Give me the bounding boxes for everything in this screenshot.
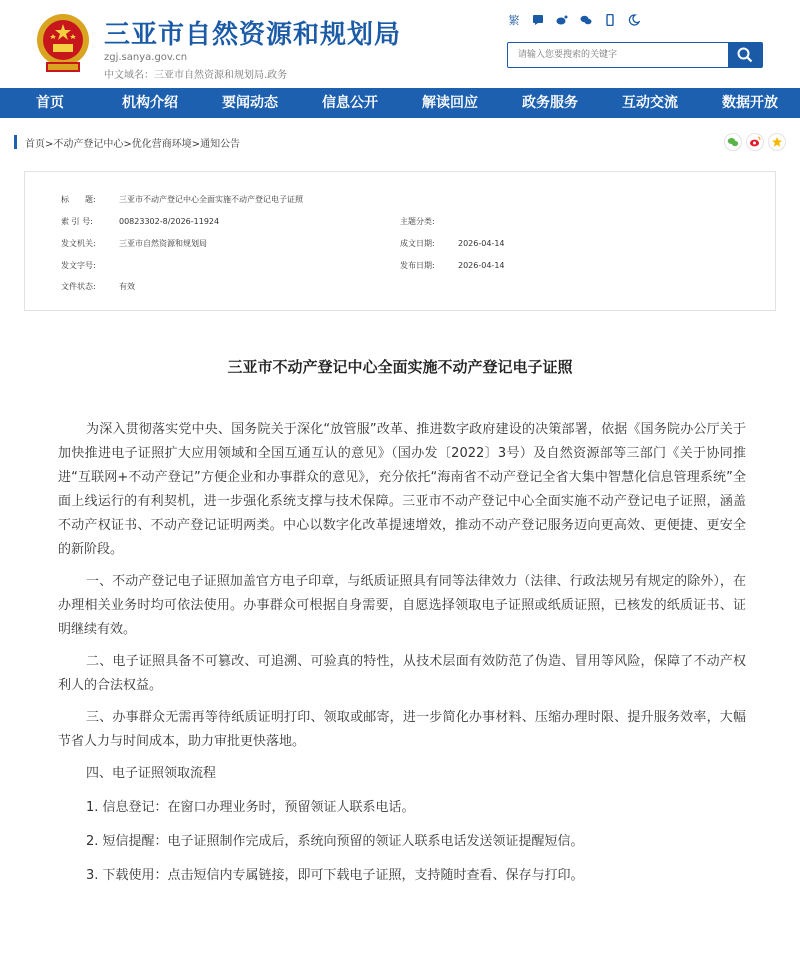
article-step: 2. 短信提醒：电子证照制作完成后，系统向预留的领证人联系电话发送领证提醒短信。 bbox=[86, 834, 584, 849]
meta-index-row bbox=[61, 216, 219, 227]
breadcrumb-marker bbox=[14, 135, 17, 149]
search-input[interactable] bbox=[508, 43, 728, 67]
message-icon[interactable] bbox=[531, 14, 545, 28]
care-mode-icon[interactable] bbox=[627, 14, 641, 28]
search-icon bbox=[737, 47, 753, 63]
meta-doc-no-row bbox=[61, 260, 119, 271]
article-body bbox=[58, 418, 746, 898]
site-cn-domain: 中文域名：三亚市自然资源和规划局.政务 bbox=[104, 70, 288, 81]
share-weibo-icon[interactable] bbox=[746, 133, 764, 151]
site-domain: zgj.sanya.gov.cn bbox=[104, 52, 188, 63]
breadcrumb[interactable]: 首页>不动产登记中心>优化营商环境>通知公告 bbox=[25, 139, 241, 150]
share-bar bbox=[724, 133, 786, 151]
meta-topic-row bbox=[400, 216, 458, 227]
national-emblem-icon bbox=[34, 12, 92, 74]
article-paragraph: 三、办事群众无需再等待纸质证明打印、领取或邮寄，进一步简化办事材料、压缩办理时限、提升服务效率，大幅节省人力与时间成本，助力审批更快落地。 bbox=[58, 710, 746, 749]
nav-news[interactable]: 要闻动态 bbox=[222, 95, 278, 111]
meta-title-row bbox=[61, 194, 303, 205]
share-wechat-icon[interactable] bbox=[724, 133, 742, 151]
meta-doc-no-label: 发文字号: bbox=[61, 261, 96, 270]
article-step: 1. 信息登记：在窗口办理业务时，预留领证人联系电话。 bbox=[86, 800, 415, 815]
meta-date-made-row bbox=[400, 238, 505, 249]
meta-pub-date-label: 发布日期: bbox=[400, 261, 435, 270]
document-metadata bbox=[24, 171, 776, 311]
meta-status-row bbox=[61, 281, 135, 292]
traditional-chinese-link[interactable]: 繁 bbox=[508, 14, 520, 27]
meta-org-label: 发文机关: bbox=[61, 239, 96, 248]
nav-open-data[interactable]: 数据开放 bbox=[722, 95, 778, 111]
breadcrumb-row bbox=[0, 131, 800, 153]
mobile-icon[interactable] bbox=[603, 14, 617, 28]
nav-gov-services[interactable]: 政务服务 bbox=[522, 95, 578, 111]
search-button[interactable] bbox=[728, 43, 762, 67]
article-section-heading: 四、电子证照领取流程 bbox=[86, 766, 217, 781]
meta-pub-date-value: 2026-04-14 bbox=[458, 261, 505, 270]
header-tools bbox=[507, 14, 641, 28]
nav-home[interactable]: 首页 bbox=[36, 95, 64, 111]
weibo-icon[interactable] bbox=[555, 14, 569, 28]
nav-interaction[interactable]: 互动交流 bbox=[622, 95, 678, 111]
meta-date-made-label: 成文日期: bbox=[400, 239, 435, 248]
share-qzone-icon[interactable] bbox=[768, 133, 786, 151]
nav-interpretation[interactable]: 解读回应 bbox=[422, 95, 478, 111]
article-paragraph: 二、电子证照具备不可篡改、可追溯、可验真的特性，从技术层面有效防范了伪造、冒用等风险，保障了不动产权利人的合法权益。 bbox=[58, 654, 746, 693]
meta-org-row bbox=[61, 238, 207, 249]
article-title: 三亚市不动产登记中心全面实施不动产登记电子证照 bbox=[227, 358, 573, 376]
site-title[interactable]: 三亚市自然资源和规划局 bbox=[104, 20, 402, 50]
site-header bbox=[0, 0, 800, 88]
meta-topic-label: 主题分类: bbox=[400, 217, 435, 226]
meta-title-value: 三亚市不动产登记中心全面实施不动产登记电子证照 bbox=[119, 195, 303, 204]
meta-date-made-value: 2026-04-14 bbox=[458, 239, 505, 248]
meta-index-value: 00823302-8/2026-11924 bbox=[119, 217, 220, 226]
wechat-icon[interactable] bbox=[579, 14, 593, 28]
meta-title-label: 标 题: bbox=[61, 195, 96, 204]
meta-index-label: 索 引 号: bbox=[61, 217, 93, 226]
meta-org-value: 三亚市自然资源和规划局 bbox=[119, 239, 207, 248]
article-step: 3. 下载使用：点击短信内专属链接，即可下载电子证照，支持随时查看、保存与打印。 bbox=[86, 868, 584, 883]
article-paragraph: 一、不动产登记电子证照加盖官方电子印章，与纸质证照具有同等法律效力（法律、行政法规另有规定的除外），在办理相关业务时均可依法使用。办事群众可根据自身需要，自愿选择领取电子证照或纸质证照，已核发的纸质证书、证明继续有效。 bbox=[58, 574, 746, 637]
nav-org-intro[interactable]: 机构介绍 bbox=[122, 95, 178, 111]
search-box bbox=[507, 42, 763, 68]
main-nav bbox=[0, 88, 800, 118]
meta-status-label: 文件状态: bbox=[61, 282, 96, 291]
nav-info-disclosure[interactable]: 信息公开 bbox=[322, 95, 378, 111]
meta-pub-date-row bbox=[400, 260, 505, 271]
meta-status-value: 有效 bbox=[119, 282, 135, 291]
article-paragraph: 为深入贯彻落实党中央、国务院关于深化“放管服”改革、推进数字政府建设的决策部署，依据《国务院办公厅关于加快推进电子证照扩大应用领域和全国互通互认的意见》（国办发〔2022〕3号）及自然资源部等三部门《关于协同推进“互联网+不动产登记”方便企业和办事群众的意见》，充分依托“海南省不动产登记全省大集中智慧化信息管理系统”全面上线运行的有利契机，进一步强化系统支撑与技术保障。三亚市不动产登记中心全面实施不动产登记电子证照，涵盖不动产权证书、不动产登记证明两类。中心以数字化改革提速增效，推动不动产登记服务迈向更高效、更便捷、更安全的新阶段。 bbox=[58, 422, 746, 557]
